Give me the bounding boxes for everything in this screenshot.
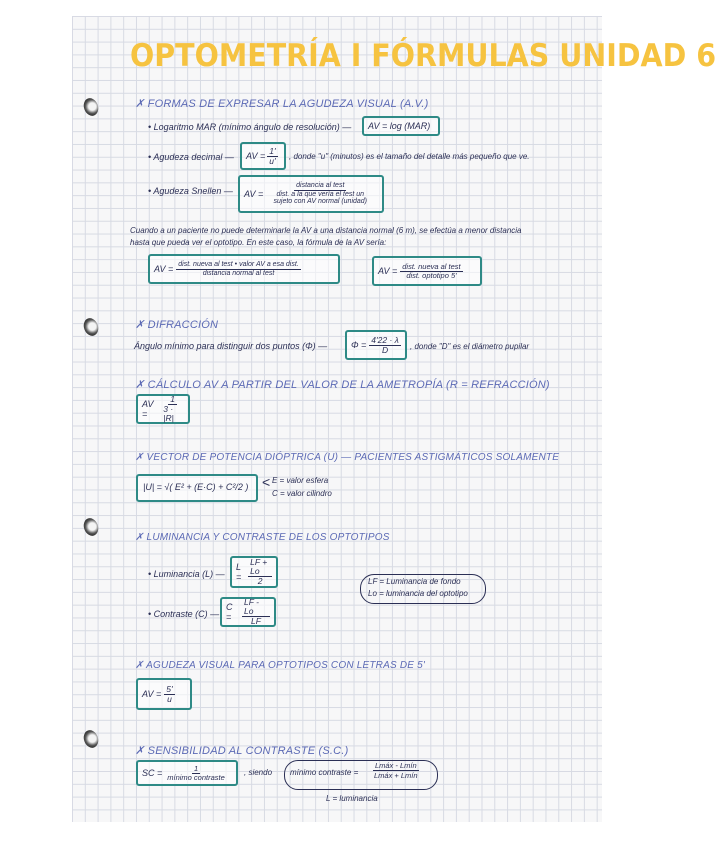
difraccion-note: , donde "D" es el diámetro pupilar xyxy=(410,342,530,351)
decimal-den: u' xyxy=(269,155,276,166)
decimal-fraction xyxy=(267,147,277,166)
lum-fraction xyxy=(248,558,272,586)
luminancia-label: • Luminancia (L) — xyxy=(148,569,225,579)
vector-e-def: E = valor esfera xyxy=(272,476,329,485)
vector-brace: < xyxy=(262,474,271,490)
letras-den: u xyxy=(167,693,172,704)
snellen-lhs: AV = xyxy=(244,189,264,199)
heading-ametropia: ✗ CÁLCULO AV A PARTIR DEL VALOR DE LA AMETROPÍA (R = REFRACCIÓN) xyxy=(135,379,550,391)
f1-fraction xyxy=(176,261,300,277)
vector-formula: |U| = √( E² + (E·C) + C²/2 ) xyxy=(143,482,249,492)
f2-num: dist. nueva al test xyxy=(402,261,461,271)
heading-difraccion: ✗ DIFRACCIÓN xyxy=(135,319,219,331)
reduced-distance-formula-box xyxy=(148,254,340,284)
letras-num: 5' xyxy=(166,683,173,694)
letras-formula-box xyxy=(136,678,192,710)
snellen-num: distancia al test xyxy=(296,182,345,190)
snellen-den: dist. a la que vería el test un sujeto con AV normal (unidad) xyxy=(273,190,368,206)
heading-letras: ✗ AGUDEZA VISUAL PARA OPTOTIPOS CON LETRAS DE 5' xyxy=(135,660,425,671)
logmar-label: • Logaritmo MAR (mínimo ángulo de resolución) — xyxy=(148,122,352,132)
luminancia-note: L = luminancia xyxy=(326,794,378,803)
logmar-formula-box xyxy=(362,116,440,136)
sc-siendo: , siendo xyxy=(244,768,273,777)
margin xyxy=(72,16,78,822)
ametropia-num: 1 xyxy=(170,394,176,405)
f1-num: dist. nueva al test • valor AV a esa dist. xyxy=(178,261,299,269)
f2-lhs: AV = xyxy=(378,266,398,276)
lum-num: LF + Lo xyxy=(248,558,272,577)
letras-fraction xyxy=(164,685,174,704)
contraste-formula-box xyxy=(220,597,276,627)
snellen-fraction xyxy=(266,182,374,205)
heading-vector: ✗ VECTOR DE POTENCIA DIÓPTRICA (U) — PACIENTES ASTIGMÁTICOS SOLAMENTE xyxy=(135,452,560,463)
ametropia-fraction xyxy=(161,395,184,423)
con-den: LF xyxy=(251,615,261,626)
difraccion-den: D xyxy=(382,344,389,355)
mc-num: Lmáx - Lmín xyxy=(374,761,417,770)
heading-av: ✗ FORMAS DE EXPRESAR LA AGUDEZA VISUAL (A.V.) xyxy=(135,98,429,110)
f2-den: dist. optotipo 5' xyxy=(406,270,457,280)
sc-num: 1 xyxy=(193,763,199,773)
con-fraction xyxy=(242,598,270,626)
decimal-formula-box xyxy=(240,142,286,170)
luminancia-formula-box xyxy=(230,556,278,588)
mc-lhs: mínimo contraste = xyxy=(290,768,359,777)
difraccion-fraction xyxy=(369,336,401,355)
con-num: LF - Lo xyxy=(242,598,270,617)
sensibilidad-formula-box xyxy=(136,760,238,786)
ametropia-formula-box xyxy=(136,394,190,424)
difraccion-formula-box xyxy=(345,330,407,360)
decimal-lhs: AV = xyxy=(246,151,266,161)
lum-den: 2 xyxy=(257,575,263,586)
f2-fraction xyxy=(400,263,462,280)
decimal-num: 1' xyxy=(269,145,276,156)
heading-luminancia: ✗ LUMINANCIA Y CONTRASTE DE LOS OPTOTIPOS xyxy=(135,532,390,543)
difraccion-label: Ángulo mínimo para distinguir dos puntos (Φ) — xyxy=(134,341,328,351)
sc-fraction xyxy=(165,765,227,782)
snellen-label: • Agudeza Snellen — xyxy=(148,186,233,196)
optotype-5-formula-box xyxy=(372,256,482,286)
letras-lhs: AV = xyxy=(142,689,162,699)
mc-den: Lmáx + Lmín xyxy=(374,771,418,780)
decimal-note: , donde "u" (minutos) es el tamaño del detalle más pequeño que ve. xyxy=(289,152,530,161)
heading-sensibilidad: ✗ SENSIBILIDAD AL CONTRASTE (S.C.) xyxy=(135,745,349,757)
paragraph-line-1: Cuando a un paciente no puede determinarle la AV a una distancia normal (6 m), se efectúa a menor distancia xyxy=(130,226,522,235)
lum-def-2: Lo = luminancia del optotipo xyxy=(368,589,468,598)
f1-den: distancia normal al test xyxy=(202,269,275,277)
ametropia-den: 3 · |R| xyxy=(163,404,174,423)
con-lhs: C = xyxy=(226,602,233,622)
logmar-formula: AV = log (MAR) xyxy=(368,121,431,131)
page-title: OPTOMETRÍA I FÓRMULAS UNIDAD 6 xyxy=(130,38,716,74)
difraccion-lhs: Φ = xyxy=(351,340,367,350)
ametropia-lhs: AV = xyxy=(142,399,154,419)
difraccion-num: 4'22 · λ xyxy=(371,334,399,345)
sc-lhs: SC = xyxy=(142,768,163,778)
contraste-label: • Contraste (C) — xyxy=(148,609,220,619)
decimal-label: • Agudeza decimal — xyxy=(148,152,234,162)
paragraph-line-2: hasta que pueda ver el optotipo. En este caso, la fórmula de la AV sería: xyxy=(130,238,387,247)
mc-fraction xyxy=(372,761,420,780)
vector-c-def: C = valor cilindro xyxy=(272,489,332,498)
snellen-formula-box xyxy=(238,175,384,213)
lum-lhs: L = xyxy=(236,562,242,582)
lum-def-1: LF = Luminancia de fondo xyxy=(368,577,461,586)
sc-den: mínimo contraste xyxy=(167,772,225,782)
vector-formula-box xyxy=(136,474,258,502)
f1-lhs: AV = xyxy=(154,264,174,274)
